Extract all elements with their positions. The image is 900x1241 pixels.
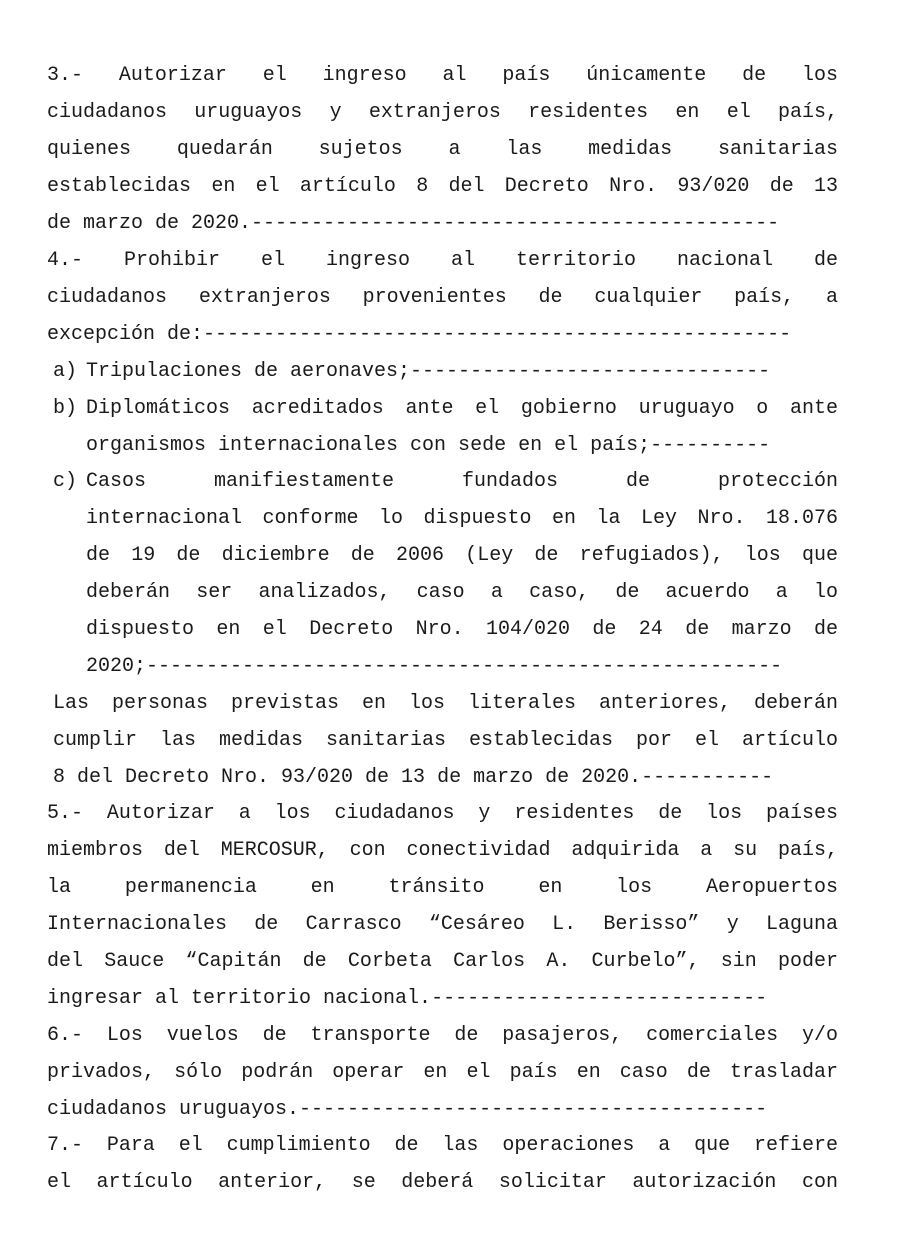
item-c-label: c) [53, 470, 78, 493]
item-c-line-1: Casos manifiestamente fundados de protección [86, 470, 838, 493]
p5-line-4: Internacionales de Carrasco “Cesáreo L. Berisso” y Laguna [47, 913, 838, 936]
item-b-line-1: Diplomáticos acreditados ante el gobierno uruguayo o ante [86, 397, 838, 420]
item-a-line-1: Tripulaciones de aeronaves;------------------------------ [86, 360, 771, 383]
p3-line-3: quienes quedarán sujetos a las medidas sanitarias [47, 138, 838, 161]
item-b-line-2: organismos internacionales con sede en el país;---------- [86, 434, 771, 457]
item-c-line-3: de 19 de diciembre de 2006 (Ley de refugiados), los que [86, 544, 838, 567]
note-line-2: cumplir las medidas sanitarias establecidas por el artículo [53, 729, 838, 752]
note-line-3: 8 del Decreto Nro. 93/020 de 13 de marzo de 2020.----------- [53, 766, 774, 789]
p5-line-1: 5.- Autorizar a los ciudadanos y residentes de los países [47, 802, 838, 825]
p3-line-4: establecidas en el artículo 8 del Decreto Nro. 93/020 de 13 [47, 175, 838, 198]
p5-line-6: ingresar al territorio nacional.---------------------------- [47, 987, 768, 1010]
p7-line-1: 7.- Para el cumplimiento de las operaciones a que refiere [47, 1134, 838, 1157]
item-c-line-5: dispuesto en el Decreto Nro. 104/020 de 24 de marzo de [86, 618, 838, 641]
p4-line-1: 4.- Prohibir el ingreso al territorio nacional de [47, 249, 838, 272]
p4-line-3: excepción de:------------------------------------------------- [47, 323, 792, 346]
p6-line-2: privados, sólo podrán operar en el país en caso de trasladar [47, 1061, 838, 1084]
item-a-label: a) [53, 360, 78, 383]
p7-line-2: el artículo anterior, se deberá solicitar autorización con [47, 1171, 838, 1194]
p3-line-5: de marzo de 2020.-------------------------------------------- [47, 212, 780, 235]
item-c-line-4: deberán ser analizados, caso a caso, de acuerdo a lo [86, 581, 838, 604]
item-c-line-2: internacional conforme lo dispuesto en la Ley Nro. 18.076 [86, 507, 838, 530]
p4-line-2: ciudadanos extranjeros provenientes de cualquier país, a [47, 286, 838, 309]
p5-line-2: miembros del MERCOSUR, con conectividad adquirida a su país, [47, 839, 838, 862]
item-c-line-6: 2020;----------------------------------------------------- [86, 655, 783, 678]
p6-line-3: ciudadanos uruguayos.--------------------------------------- [47, 1098, 768, 1121]
p5-line-3: la permanencia en tránsito en los Aeropuertos [47, 876, 838, 899]
p3-line-2: ciudadanos uruguayos y extranjeros residentes en el país, [47, 101, 838, 124]
p5-line-5: del Sauce “Capitán de Corbeta Carlos A. Curbelo”, sin poder [47, 950, 838, 973]
p6-line-1: 6.- Los vuelos de transporte de pasajeros, comerciales y/o [47, 1024, 838, 1047]
p3-line-1: 3.- Autorizar el ingreso al país únicamente de los [47, 64, 838, 87]
item-b-label: b) [53, 397, 78, 420]
note-line-1: Las personas previstas en los literales anteriores, deberán [53, 692, 838, 715]
